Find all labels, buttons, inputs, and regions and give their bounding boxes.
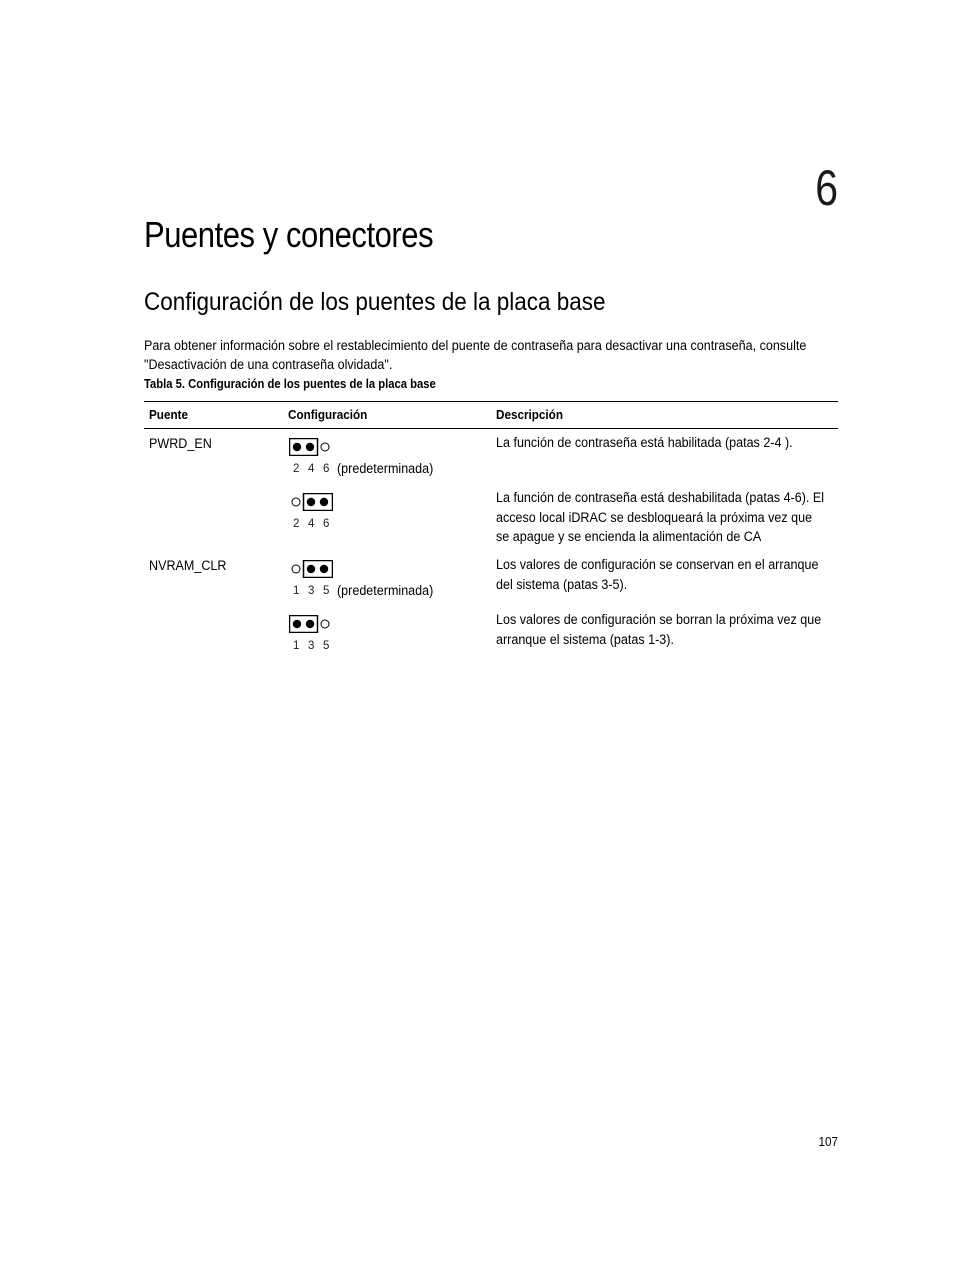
row-description [496,488,824,547]
pin-open [321,443,329,451]
header-puente: Puente [149,407,189,422]
pin-label: 4 [308,463,315,475]
description-line: arranque el sistema (patas 1-3). [496,631,674,647]
pin-label: 6 [323,518,330,530]
pin-label: 2 [293,463,300,475]
pin-filled [306,443,314,451]
page-number: 107 [818,1134,838,1149]
default-label: (predeterminada) [337,461,434,476]
jumper-block-icon [289,438,333,456]
intro-paragraph [144,336,807,374]
pin-label: 2 [293,518,300,530]
description-line: La función de contraseña está deshabilitada (patas 4-6). El [496,490,825,505]
default-label: (predeterminada) [337,583,434,598]
description-line: Los valores de configuración se conservan en el arranque [496,557,819,572]
jumper-block-icon [289,493,333,511]
pin-label: 3 [308,585,315,597]
pin-filled [320,565,328,573]
pin-open [321,620,329,628]
description-line: Los valores de configuración se borran la próxima vez que [496,612,822,627]
table-caption: Tabla 5. Configuración de los puentes de la placa base [144,377,436,391]
pin-labels [293,639,338,653]
description-line: acceso local iDRAC se desbloqueará la próxima vez que [496,509,813,525]
pin-label: 5 [323,640,330,652]
pin-filled [320,498,328,506]
header-descripcion: Descripción [496,407,563,422]
description-line: se apague y se encienda la alimentación de CA [496,529,762,544]
intro-line: Para obtener información sobre el restablecimiento del puente de contraseña para desactivar una contraseña, consulte [144,338,807,353]
pin-open [292,498,300,506]
pin-filled [306,620,314,628]
row-description [496,610,821,649]
intro-line: "Desactivación de una contraseña olvidada". [144,357,393,372]
jumper-name: PWRD_EN [149,436,212,451]
description-line: La función de contraseña está habilitada (patas 2-4 ). [496,435,793,450]
jumper-block-icon [289,615,333,633]
jumper-table [144,401,838,657]
pin-labels [293,517,338,531]
header-configuracion: Configuración [288,407,368,422]
jumper-block-icon [289,560,333,578]
chapter-title: Puentes y conectores [144,214,434,255]
pin-open [292,565,300,573]
table-header [144,402,838,429]
pin-filled [307,498,315,506]
pin-label: 5 [323,585,330,597]
pin-label: 1 [293,640,300,652]
pin-filled [307,565,315,573]
chapter-number: 6 [815,160,838,216]
pin-label: 1 [293,585,300,597]
pin-label: 3 [308,640,315,652]
pin-label: 4 [308,518,315,530]
pin-label: 6 [323,463,330,475]
pin-labels [293,462,338,476]
pin-filled [293,443,301,451]
section-title: Configuración de los puentes de la placa base [144,288,606,316]
row-description [496,555,818,594]
description-line: del sistema (patas 3-5). [496,576,628,592]
pin-filled [293,620,301,628]
jumper-name: NVRAM_CLR [149,558,227,573]
pin-labels [293,584,338,598]
row-description [496,433,793,453]
